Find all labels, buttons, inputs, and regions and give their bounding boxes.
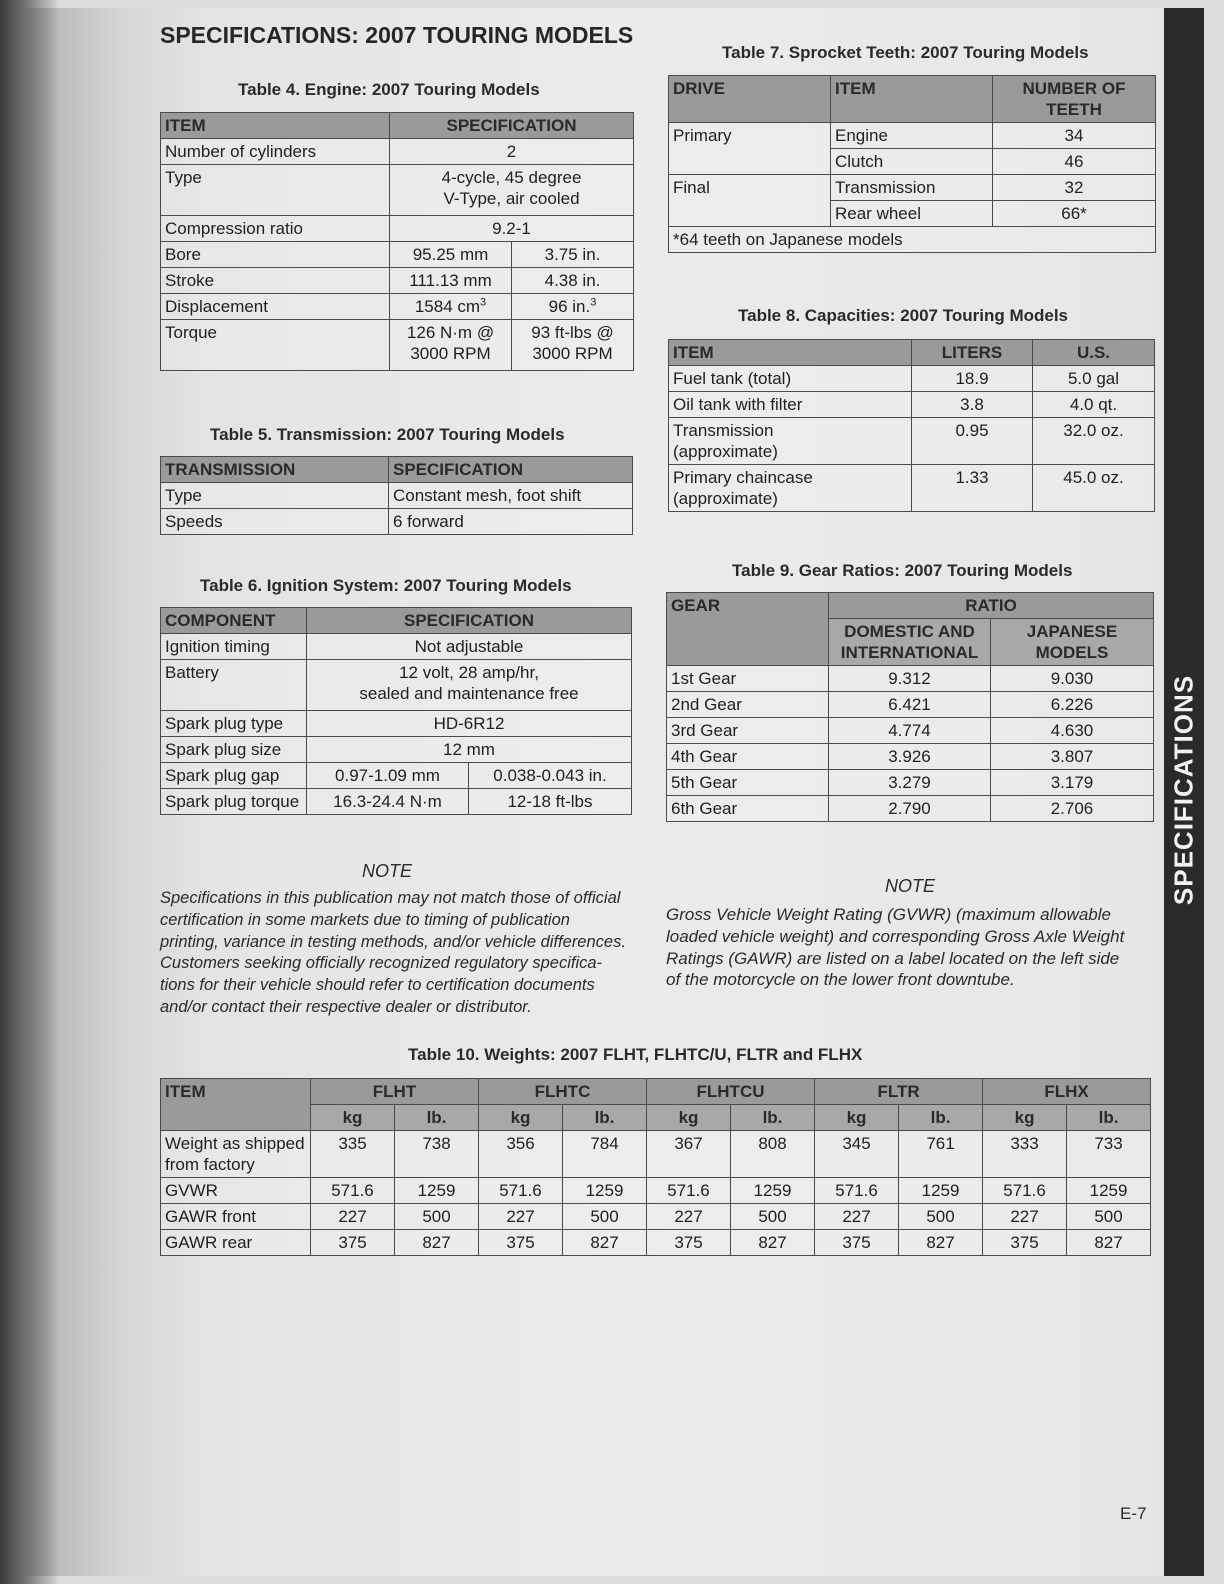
drive-label: Primary bbox=[669, 123, 831, 175]
weight-cell: 500 bbox=[395, 1204, 479, 1230]
value-line: 126 N·m @ bbox=[406, 323, 495, 342]
table-row bbox=[161, 737, 632, 763]
table-row bbox=[667, 770, 1154, 796]
table-header-row bbox=[669, 76, 1156, 123]
row-value bbox=[390, 165, 634, 216]
weight-cell: 761 bbox=[899, 1131, 983, 1178]
weight-cell: 571.6 bbox=[479, 1178, 563, 1204]
weight-cell: 827 bbox=[563, 1230, 647, 1256]
row-value-metric: 16.3-24.4 N·m bbox=[307, 789, 469, 815]
row-value-japanese: 2.706 bbox=[991, 796, 1154, 822]
table-row bbox=[161, 763, 632, 789]
row-label: Clutch bbox=[831, 149, 993, 175]
table-row bbox=[667, 718, 1154, 744]
weight-cell: 356 bbox=[479, 1131, 563, 1178]
value-line: 3000 RPM bbox=[410, 344, 491, 363]
header-unit-kg: kg bbox=[983, 1105, 1067, 1131]
header-liters: LITERS bbox=[912, 340, 1033, 366]
row-value-us: 32.0 oz. bbox=[1033, 418, 1155, 465]
drive-label: Final bbox=[669, 175, 831, 227]
transmission-table bbox=[160, 456, 633, 535]
label-line: from factory bbox=[165, 1155, 255, 1174]
table-footnote: *64 teeth on Japanese models bbox=[669, 227, 1156, 253]
weight-cell: 571.6 bbox=[311, 1178, 395, 1204]
weight-cell: 333 bbox=[983, 1131, 1067, 1178]
row-value-metric bbox=[390, 320, 512, 371]
weight-cell: 784 bbox=[563, 1131, 647, 1178]
row-label: GVWR bbox=[161, 1178, 311, 1204]
note-line: Specifications in this publication may not match those of official bbox=[160, 889, 621, 907]
row-value-liters: 3.8 bbox=[912, 392, 1033, 418]
weight-cell: 375 bbox=[311, 1230, 395, 1256]
row-value-us: 45.0 oz. bbox=[1033, 465, 1155, 512]
header-item: ITEM bbox=[831, 76, 993, 123]
header-specification: SPECIFICATION bbox=[307, 608, 632, 634]
table-header-row bbox=[161, 608, 632, 634]
row-label: Fuel tank (total) bbox=[669, 366, 912, 392]
table8-caption: Table 8. Capacities: 2007 Touring Models bbox=[738, 306, 1069, 325]
header-model: FLHTC bbox=[479, 1079, 647, 1105]
table-footnote-row bbox=[669, 227, 1156, 253]
header-unit-kg: kg bbox=[647, 1105, 731, 1131]
table-row bbox=[669, 418, 1155, 465]
note-right-body bbox=[666, 904, 1161, 991]
weight-cell: 571.6 bbox=[815, 1178, 899, 1204]
table5-caption: Table 5. Transmission: 2007 Touring Models bbox=[210, 425, 565, 444]
weight-cell: 1259 bbox=[563, 1178, 647, 1204]
value-line: 3000 RPM bbox=[532, 344, 613, 363]
row-value: Constant mesh, foot shift bbox=[389, 483, 633, 509]
note-line: printing, variance in testing methods, and/or vehicle differences. bbox=[160, 932, 626, 951]
weight-cell: 227 bbox=[815, 1204, 899, 1230]
note-line: loaded vehicle weight) and corresponding Gross Axle Weight bbox=[666, 926, 1125, 946]
weight-cell: 345 bbox=[815, 1131, 899, 1178]
row-label: Ignition timing bbox=[161, 634, 307, 660]
weight-cell: 827 bbox=[899, 1230, 983, 1256]
table-row bbox=[669, 392, 1155, 418]
table-row bbox=[161, 268, 634, 294]
row-value: 34 bbox=[993, 123, 1156, 149]
note-line: Gross Vehicle Weight Rating (GVWR) (maximum allowable bbox=[666, 905, 1111, 924]
weight-cell: 335 bbox=[311, 1131, 395, 1178]
label-line: (approximate) bbox=[673, 489, 778, 508]
table-row bbox=[161, 634, 632, 660]
header-line: JAPANESE bbox=[1026, 622, 1118, 641]
table-row bbox=[669, 123, 1156, 149]
weight-cell: 500 bbox=[1067, 1204, 1151, 1230]
header-item: ITEM bbox=[669, 340, 912, 366]
value-line: 93 ft-lbs @ bbox=[531, 323, 614, 342]
label-line: Weight as shipped bbox=[165, 1134, 305, 1153]
value-text: 96 in. bbox=[548, 297, 591, 316]
header-specification: SPECIFICATION bbox=[389, 457, 633, 483]
header-unit-kg: kg bbox=[815, 1105, 899, 1131]
weight-cell: 375 bbox=[647, 1230, 731, 1256]
header-unit-lb: lb. bbox=[563, 1105, 647, 1131]
section-tab-label: SPECIFICATIONS bbox=[1168, 674, 1199, 906]
table-header-row bbox=[669, 340, 1155, 366]
table-row bbox=[161, 294, 634, 320]
header-item: ITEM bbox=[161, 1079, 311, 1131]
row-value-metric: 111.13 mm bbox=[390, 268, 512, 294]
page-number: E-7 bbox=[1120, 1504, 1147, 1523]
weight-cell: 738 bbox=[395, 1131, 479, 1178]
row-label: Speeds bbox=[161, 509, 389, 535]
table-row bbox=[161, 242, 634, 268]
header-us: U.S. bbox=[1033, 340, 1155, 366]
table-row bbox=[161, 139, 634, 165]
row-label: Spark plug torque bbox=[161, 789, 307, 815]
row-label: Spark plug size bbox=[161, 737, 307, 763]
value-text: 1584 cm bbox=[414, 297, 481, 316]
table-row bbox=[161, 483, 633, 509]
row-value bbox=[307, 660, 632, 711]
weight-cell: 500 bbox=[731, 1204, 815, 1230]
note-left-body bbox=[160, 888, 640, 1019]
header-japanese bbox=[991, 619, 1154, 666]
header-ratio: RATIO bbox=[829, 593, 1154, 619]
table-row bbox=[161, 1131, 1151, 1178]
row-label: Torque bbox=[161, 320, 390, 371]
row-value: 9.2-1 bbox=[390, 216, 634, 242]
note-line: certification in some markets due to timing of publication bbox=[160, 910, 570, 929]
table6-caption: Table 6. Ignition System: 2007 Touring Models bbox=[200, 576, 572, 595]
row-label: Rear wheel bbox=[831, 201, 993, 227]
row-label: Spark plug gap bbox=[161, 763, 307, 789]
note-line: Ratings (GAWR) are listed on a label located on the left side bbox=[666, 948, 1120, 968]
row-label bbox=[161, 1131, 311, 1178]
row-label: Number of cylinders bbox=[161, 139, 390, 165]
binding-shadow bbox=[0, 0, 60, 1584]
header-line: NUMBER OF bbox=[1022, 79, 1126, 98]
row-value-us: 5.0 gal bbox=[1033, 366, 1155, 392]
label-line: (approximate) bbox=[673, 442, 778, 461]
ignition-table bbox=[160, 607, 632, 815]
row-value-domestic: 4.774 bbox=[829, 718, 991, 744]
weight-cell: 375 bbox=[479, 1230, 563, 1256]
row-value: 12 mm bbox=[307, 737, 632, 763]
note-line: of the motorcycle on the lower front downtube. bbox=[666, 970, 1015, 990]
table-row bbox=[161, 320, 634, 371]
engine-table bbox=[160, 112, 634, 371]
weight-cell: 571.6 bbox=[647, 1178, 731, 1204]
row-value-japanese: 9.030 bbox=[991, 666, 1154, 692]
table-row bbox=[161, 509, 633, 535]
value-line: V-Type, air cooled bbox=[443, 189, 580, 208]
weight-cell: 227 bbox=[983, 1204, 1067, 1230]
weight-cell: 1259 bbox=[731, 1178, 815, 1204]
note-line: Customers seeking officially recognized regulatory specifica- bbox=[160, 954, 603, 973]
superscript: 3 bbox=[590, 296, 597, 309]
row-label: Oil tank with filter bbox=[669, 392, 912, 418]
weight-cell: 1259 bbox=[395, 1178, 479, 1204]
table-header-row bbox=[667, 593, 1154, 619]
table4-caption: Table 4. Engine: 2007 Touring Models bbox=[238, 80, 540, 99]
weights-table bbox=[160, 1078, 1151, 1256]
header-item: ITEM bbox=[161, 113, 390, 139]
row-value: 66* bbox=[993, 201, 1156, 227]
row-value-metric: 95.25 mm bbox=[390, 242, 512, 268]
table10-caption: Table 10. Weights: 2007 FLHT, FLHTC/U, FLTR and FLHX bbox=[408, 1045, 863, 1064]
table-row bbox=[161, 660, 632, 711]
row-label: Compression ratio bbox=[161, 216, 390, 242]
row-value-domestic: 2.790 bbox=[829, 796, 991, 822]
page-title: SPECIFICATIONS: 2007 TOURING MODELS bbox=[160, 22, 634, 48]
table-row bbox=[161, 1230, 1151, 1256]
table-header-row bbox=[161, 1079, 1151, 1105]
note-line: tions for their vehicle should refer to certification documents bbox=[160, 976, 595, 995]
weight-cell: 227 bbox=[479, 1204, 563, 1230]
row-label: Bore bbox=[161, 242, 390, 268]
row-value-liters: 1.33 bbox=[912, 465, 1033, 512]
row-label: Type bbox=[161, 483, 389, 509]
row-label: 2nd Gear bbox=[667, 692, 829, 718]
weight-cell: 571.6 bbox=[983, 1178, 1067, 1204]
table-row bbox=[669, 465, 1155, 512]
row-label: Displacement bbox=[161, 294, 390, 320]
header-unit-lb: lb. bbox=[731, 1105, 815, 1131]
weight-cell: 375 bbox=[983, 1230, 1067, 1256]
header-number-of-teeth bbox=[993, 76, 1156, 123]
header-line: MODELS bbox=[1035, 643, 1109, 662]
value-line: sealed and maintenance free bbox=[359, 684, 579, 703]
weight-cell: 733 bbox=[1067, 1131, 1151, 1178]
table-row bbox=[161, 1204, 1151, 1230]
header-unit-lb: lb. bbox=[1067, 1105, 1151, 1131]
weight-cell: 500 bbox=[563, 1204, 647, 1230]
label-line: Transmission bbox=[673, 421, 774, 440]
table-header-row bbox=[161, 457, 633, 483]
row-value: 46 bbox=[993, 149, 1156, 175]
row-value-metric bbox=[390, 294, 512, 320]
row-value-us: 12-18 ft-lbs bbox=[469, 789, 632, 815]
table-header-row bbox=[161, 113, 634, 139]
row-label bbox=[669, 465, 912, 512]
weight-cell: 500 bbox=[899, 1204, 983, 1230]
row-value-domestic: 3.926 bbox=[829, 744, 991, 770]
table9-caption: Table 9. Gear Ratios: 2007 Touring Models bbox=[732, 561, 1073, 580]
row-label: 4th Gear bbox=[667, 744, 829, 770]
row-value-liters: 0.95 bbox=[912, 418, 1033, 465]
row-value-us: 0.038-0.043 in. bbox=[469, 763, 632, 789]
header-specification: SPECIFICATION bbox=[390, 113, 634, 139]
weight-cell: 827 bbox=[395, 1230, 479, 1256]
row-value: 6 forward bbox=[389, 509, 633, 535]
row-value-us: 4.0 qt. bbox=[1033, 392, 1155, 418]
row-label: GAWR front bbox=[161, 1204, 311, 1230]
row-value-us bbox=[512, 294, 634, 320]
header-unit-lb: lb. bbox=[899, 1105, 983, 1131]
superscript: 3 bbox=[480, 296, 487, 309]
value-line: 4-cycle, 45 degree bbox=[441, 168, 582, 187]
row-value: 2 bbox=[390, 139, 634, 165]
row-value-us: 4.38 in. bbox=[512, 268, 634, 294]
header-gear: GEAR bbox=[667, 593, 829, 666]
row-value: Not adjustable bbox=[307, 634, 632, 660]
header-model: FLHTCU bbox=[647, 1079, 815, 1105]
row-label: Spark plug type bbox=[161, 711, 307, 737]
row-value-metric: 0.97-1.09 mm bbox=[307, 763, 469, 789]
weight-cell: 1259 bbox=[899, 1178, 983, 1204]
weight-cell: 827 bbox=[731, 1230, 815, 1256]
row-value-domestic: 9.312 bbox=[829, 666, 991, 692]
weight-cell: 827 bbox=[1067, 1230, 1151, 1256]
table-row bbox=[669, 366, 1155, 392]
sprocket-table bbox=[668, 75, 1156, 253]
note-line: and/or contact their respective dealer or distributor. bbox=[160, 997, 532, 1016]
note-left-title: NOTE bbox=[362, 861, 413, 881]
table-row bbox=[667, 744, 1154, 770]
table-row bbox=[161, 789, 632, 815]
row-value: HD-6R12 bbox=[307, 711, 632, 737]
weight-cell: 227 bbox=[647, 1204, 731, 1230]
header-component: COMPONENT bbox=[161, 608, 307, 634]
row-value-us bbox=[512, 320, 634, 371]
row-label: Battery bbox=[161, 660, 307, 711]
table-row bbox=[667, 692, 1154, 718]
header-line: TEETH bbox=[1046, 100, 1102, 119]
row-label: Transmission bbox=[831, 175, 993, 201]
header-unit-kg: kg bbox=[479, 1105, 563, 1131]
row-value: 32 bbox=[993, 175, 1156, 201]
row-value-japanese: 6.226 bbox=[991, 692, 1154, 718]
header-line: DOMESTIC AND bbox=[844, 622, 975, 641]
weight-cell: 367 bbox=[647, 1131, 731, 1178]
header-model: FLTR bbox=[815, 1079, 983, 1105]
header-unit-kg: kg bbox=[311, 1105, 395, 1131]
label-line: Primary chaincase bbox=[673, 468, 813, 487]
header-unit-lb: lb. bbox=[395, 1105, 479, 1131]
row-value-japanese: 3.179 bbox=[991, 770, 1154, 796]
header-model: FLHT bbox=[311, 1079, 479, 1105]
row-value-domestic: 6.421 bbox=[829, 692, 991, 718]
row-label: 6th Gear bbox=[667, 796, 829, 822]
header-model: FLHX bbox=[983, 1079, 1151, 1105]
row-label: GAWR rear bbox=[161, 1230, 311, 1256]
header-drive: DRIVE bbox=[669, 76, 831, 123]
row-label: 1st Gear bbox=[667, 666, 829, 692]
table-row bbox=[161, 1178, 1151, 1204]
row-label: Engine bbox=[831, 123, 993, 149]
table-row bbox=[161, 711, 632, 737]
row-value-japanese: 4.630 bbox=[991, 718, 1154, 744]
table-row bbox=[161, 216, 634, 242]
row-value-us: 3.75 in. bbox=[512, 242, 634, 268]
table-row bbox=[667, 796, 1154, 822]
weight-cell: 375 bbox=[815, 1230, 899, 1256]
header-domestic bbox=[829, 619, 991, 666]
table-row bbox=[161, 165, 634, 216]
weight-cell: 227 bbox=[311, 1204, 395, 1230]
table-row bbox=[669, 175, 1156, 201]
gear-ratio-table bbox=[666, 592, 1154, 822]
row-label: 3rd Gear bbox=[667, 718, 829, 744]
row-value-japanese: 3.807 bbox=[991, 744, 1154, 770]
row-label bbox=[669, 418, 912, 465]
table7-caption: Table 7. Sprocket Teeth: 2007 Touring Models bbox=[722, 43, 1089, 62]
weight-cell: 1259 bbox=[1067, 1178, 1151, 1204]
row-value-liters: 18.9 bbox=[912, 366, 1033, 392]
header-transmission: TRANSMISSION bbox=[161, 457, 389, 483]
table-row bbox=[667, 666, 1154, 692]
row-label: Type bbox=[161, 165, 390, 216]
capacities-table bbox=[668, 339, 1155, 512]
weight-cell: 808 bbox=[731, 1131, 815, 1178]
note-right-title: NOTE bbox=[885, 876, 936, 896]
header-line: INTERNATIONAL bbox=[840, 643, 979, 662]
row-label: Stroke bbox=[161, 268, 390, 294]
row-value-domestic: 3.279 bbox=[829, 770, 991, 796]
row-label: 5th Gear bbox=[667, 770, 829, 796]
value-line: 12 volt, 28 amp/hr, bbox=[399, 663, 539, 682]
